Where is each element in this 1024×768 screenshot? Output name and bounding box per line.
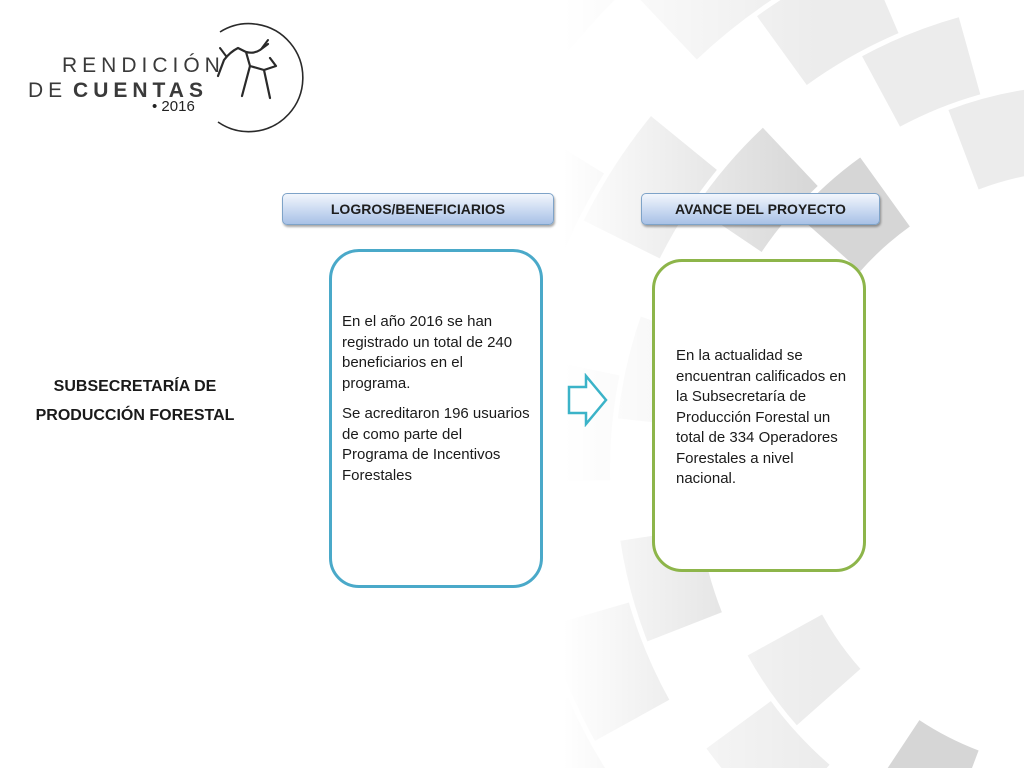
logros-paragraph-1: En el año 2016 se han registrado un total de 240 beneficiarios en el programa. [342,313,513,392]
subsecretaria-label [30,372,240,430]
avance-text-box [652,259,866,572]
right-arrow-outline-icon [566,373,610,427]
logo-de-text: DE [28,79,68,102]
rendicion-de-cuentas-logo [24,18,304,136]
header-avance-del-proyecto: AVANCE DEL PROYECTO [641,193,880,225]
logo-year: • 2016 [152,98,195,115]
logros-text-box [329,249,543,588]
subsecretaria-label-line2: PRODUCCIÓN FORESTAL [35,407,235,424]
avance-paragraph: En la actualidad se encuentran calificados en la Subsecretaría de Producción Forestal un total de 334 Operadores Forestales a nivel nacional. [676,347,847,487]
logros-paragraph-2: Se acreditaron 196 usuarios de como parte del Programa de Incentivos Forestales [342,405,530,484]
header-logros-beneficiarios: LOGROS/BENEFICIARIOS [282,193,554,225]
logo-title-line1: RENDICIÓN [62,54,225,77]
subsecretaria-label-line1: SUBSECRETARÍA DE [53,378,217,395]
logo-cuentas-text: CUENTAS [73,79,208,102]
